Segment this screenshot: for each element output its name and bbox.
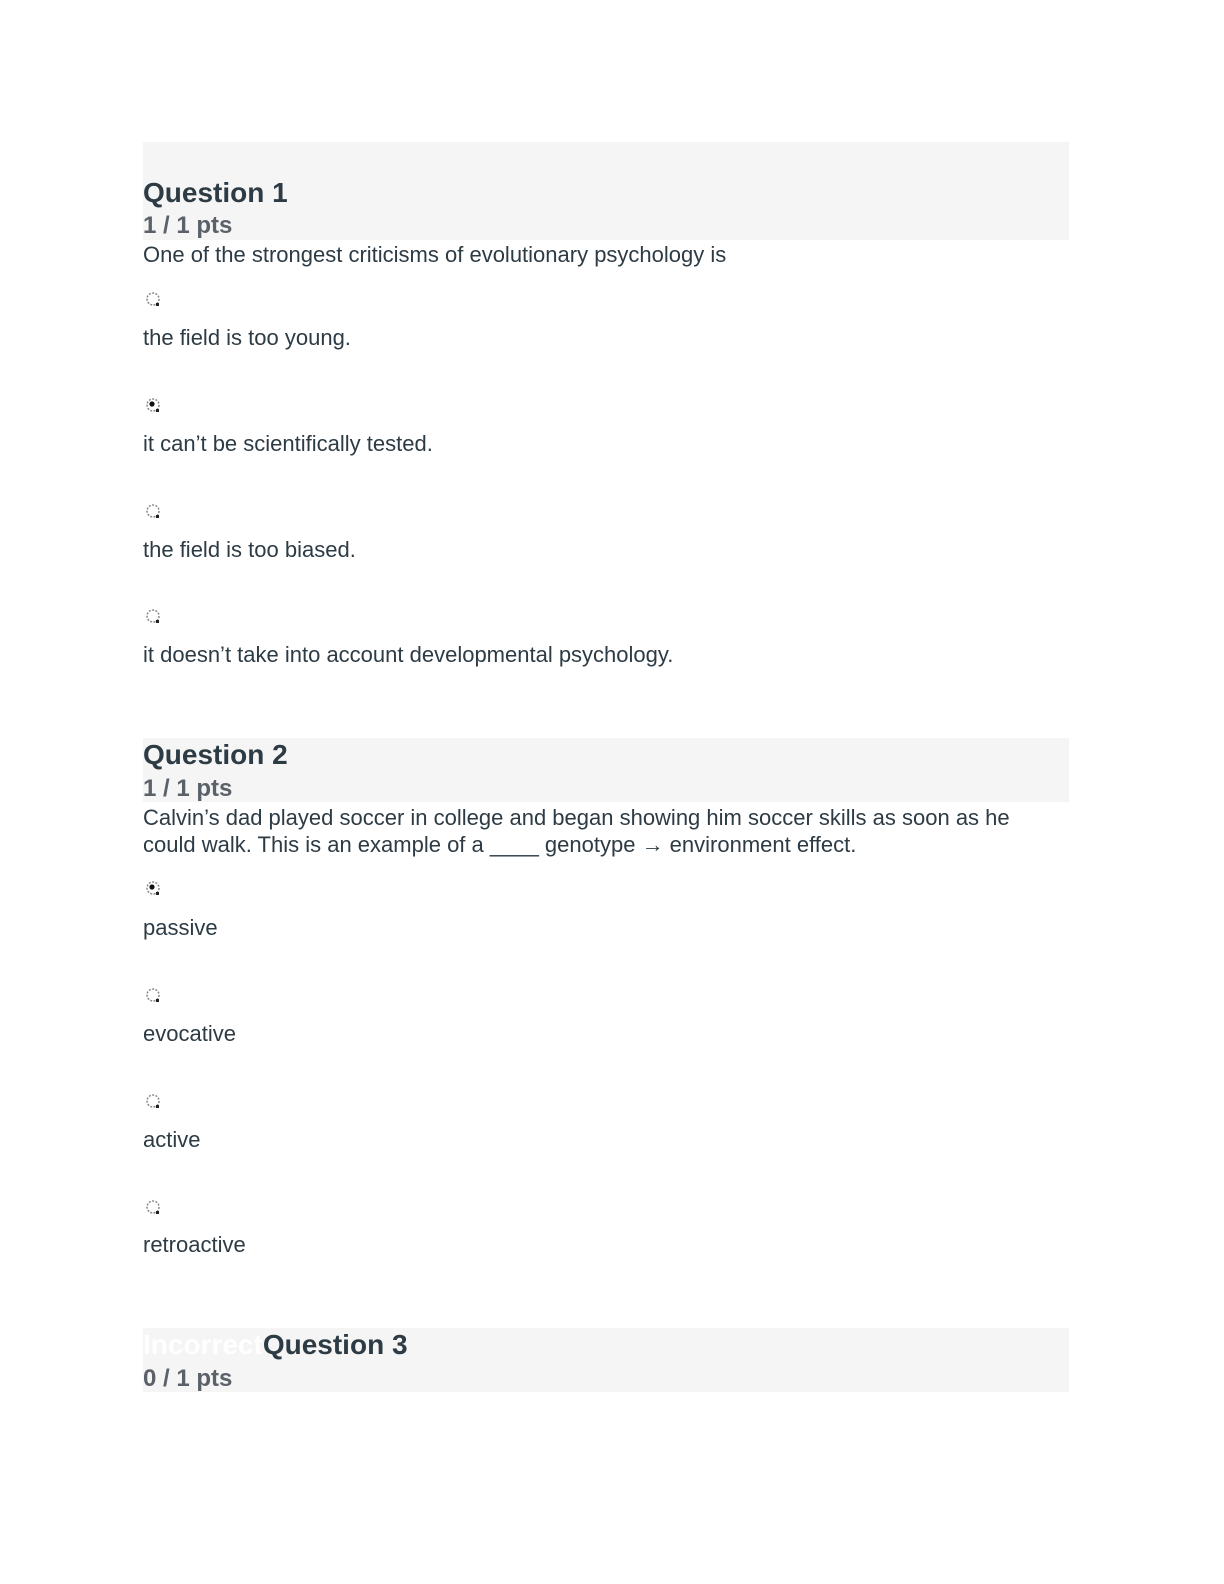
question-1-title: Question 1 xyxy=(143,177,288,208)
question-1-points: 1 / 1 pts xyxy=(143,212,233,239)
question-2-points: 1 / 1 pts xyxy=(143,775,233,802)
radio-q2-a2[interactable] xyxy=(145,987,161,1003)
radio-q2-a4[interactable] xyxy=(145,1199,161,1215)
answer-q2-a2[interactable]: evocative xyxy=(143,1021,236,1046)
question-2-text: Calvin’s dad played soccer in college and began showing him soccer skills as soon as he could walk. This is an example of a ____ genotype → environment effect. xyxy=(143,805,1010,857)
answer-q2-a3[interactable]: active xyxy=(143,1127,201,1152)
question-2-title: Question 2 xyxy=(143,739,288,770)
radio-q2-a3[interactable] xyxy=(145,1093,161,1109)
radio-q2-a1-selected[interactable] xyxy=(145,880,161,896)
radio-q1-a2-selected[interactable] xyxy=(145,397,161,413)
question-1-text: One of the strongest criticisms of evolutionary psychology is xyxy=(143,242,727,267)
radio-q1-a3[interactable] xyxy=(145,503,161,519)
question-3-title: Question 3 xyxy=(262,1329,408,1360)
answer-q1-a4[interactable]: it doesn’t take into account developmental psychology. xyxy=(143,642,674,667)
radio-q1-a4[interactable] xyxy=(145,608,161,624)
answer-q1-a3[interactable]: the field is too biased. xyxy=(143,537,356,562)
answer-q2-a1[interactable]: passive xyxy=(143,915,218,940)
incorrect-status-label: Incorrect xyxy=(143,1329,263,1360)
radio-q1-a1[interactable] xyxy=(145,291,161,307)
answer-q1-a1[interactable]: the field is too young. xyxy=(143,325,351,350)
question-3-title-row xyxy=(143,1329,408,1361)
question-3-points: 0 / 1 pts xyxy=(143,1365,233,1392)
answer-q2-a4[interactable]: retroactive xyxy=(143,1232,246,1257)
answer-q1-a2[interactable]: it can’t be scientifically tested. xyxy=(143,431,433,456)
